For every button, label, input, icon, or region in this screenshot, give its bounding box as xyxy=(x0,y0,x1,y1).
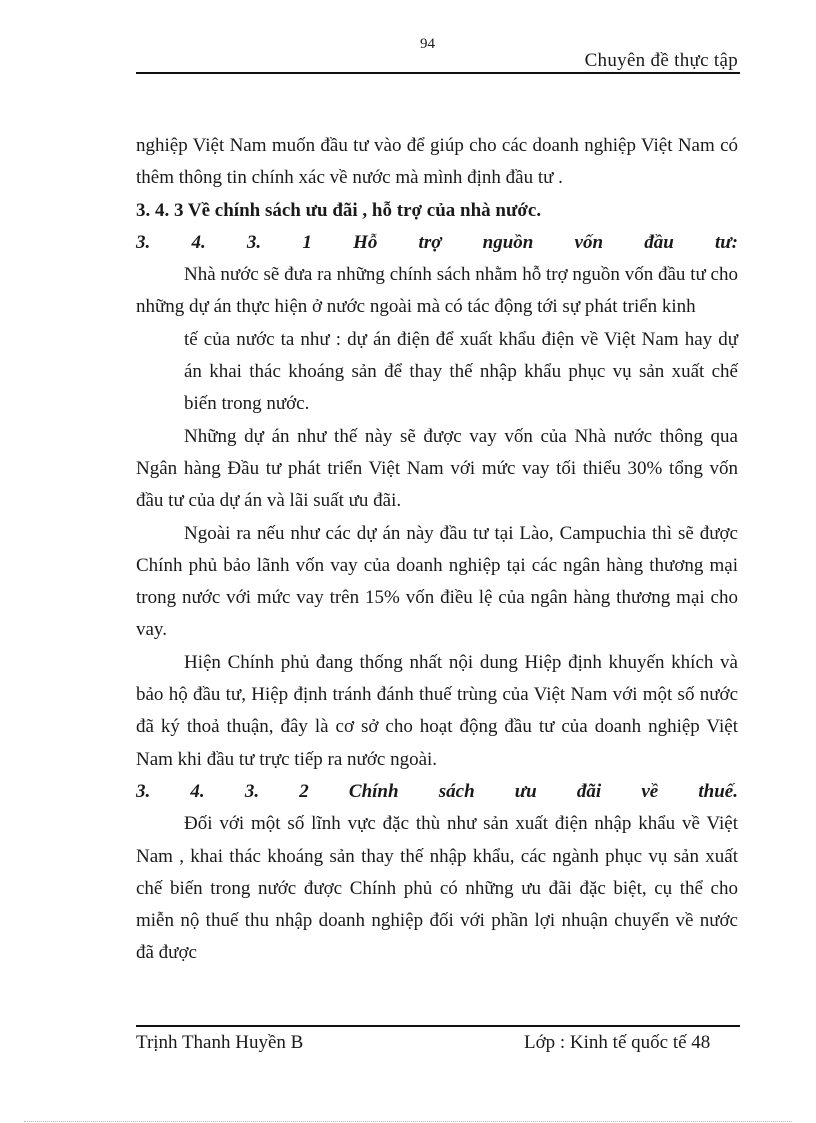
paragraph-tax-incentives: Đối với một số lĩnh vực đặc thù như sản xuất điện nhập khẩu về Việt Nam , khai thác khoáng sản thay thế nhập khẩu, các ngành phục vụ sản xuất chế biến trong nước được Chính phủ có những ưu đãi đặc biệt, cụ thể cho miễn nộ thuế thu nhập doanh nghiệp đối với phần lợi nhuận chuyển về nước đã được xyxy=(136,813,738,964)
footer-divider xyxy=(136,1025,740,1027)
paragraph-investment-agreements: Hiện Chính phủ đang thống nhất nội dung Hiệp định khuyến khích và bảo hộ đầu tư, Hiệp định tránh đánh thuế trùng của Việt Nam với một số nước đã ký thoả thuận, đây là cơ sở cho hoạt động đầu tư của doanh nghiệp Việt Nam khi đầu tư trực tiếp ra nước ngoài. xyxy=(136,651,738,770)
footer-author: Trịnh Thanh Huyền B xyxy=(136,1032,304,1053)
subsection-heading-3-4-3-2: 3. 4. 3. 2 Chính sách ưu đãi về thuế. xyxy=(136,780,738,802)
header-divider xyxy=(136,72,740,74)
subsection-heading-3-4-3-1: 3. 4. 3. 1 Hỗ trợ nguồn vốn đầu tư: xyxy=(136,231,738,253)
document-body xyxy=(136,130,738,970)
header-title: Chuyên đề thực tập xyxy=(584,50,738,71)
footer-class: Lớp : Kinh tế quốc tế 48 xyxy=(524,1032,711,1053)
page-number: 94 xyxy=(420,36,435,52)
page-bottom-border xyxy=(24,1121,792,1122)
paragraph-loan-guarantee: Ngoài ra nếu như các dự án này đầu tư tại Lào, Campuchia thì sẽ được Chính phủ bảo lãnh vốn vay của doanh nghiệp tại các ngân hàng thương mại trong nước với mức vay trên 15% vốn điều lệ của ngân hàng thương mại cho vay. xyxy=(136,522,738,641)
paragraph-capital-examples: tế của nước ta như : dự án điện để xuất khẩu điện về Việt Nam hay dự án khai thác khoáng sản để thay thế nhập khẩu phục vụ sản xuất chế biến trong nước. xyxy=(184,328,738,415)
paragraph-continuation: nghiệp Việt Nam muốn đầu tư vào để giúp cho các doanh nghiệp Việt Nam có thêm thông tin chính xác về nước mà mình định đầu tư . xyxy=(136,135,738,189)
section-heading-3-4-3: 3. 4. 3 Về chính sách ưu đãi , hỗ trợ của nhà nước. xyxy=(136,199,542,221)
paragraph-loan-terms: Những dự án như thế này sẽ được vay vốn của Nhà nước thông qua Ngân hàng Đầu tư phát triển Việt Nam với mức vay tối thiểu 30% tổng vốn đầu tư của dự án và lãi suất ưu đãi. xyxy=(136,425,738,512)
paragraph-capital-support: Nhà nước sẽ đưa ra những chính sách nhằm hỗ trợ nguồn vốn đầu tư cho những dự án thực hiện ở nước ngoài mà có tác động tới sự phát triển kinh xyxy=(136,264,738,318)
